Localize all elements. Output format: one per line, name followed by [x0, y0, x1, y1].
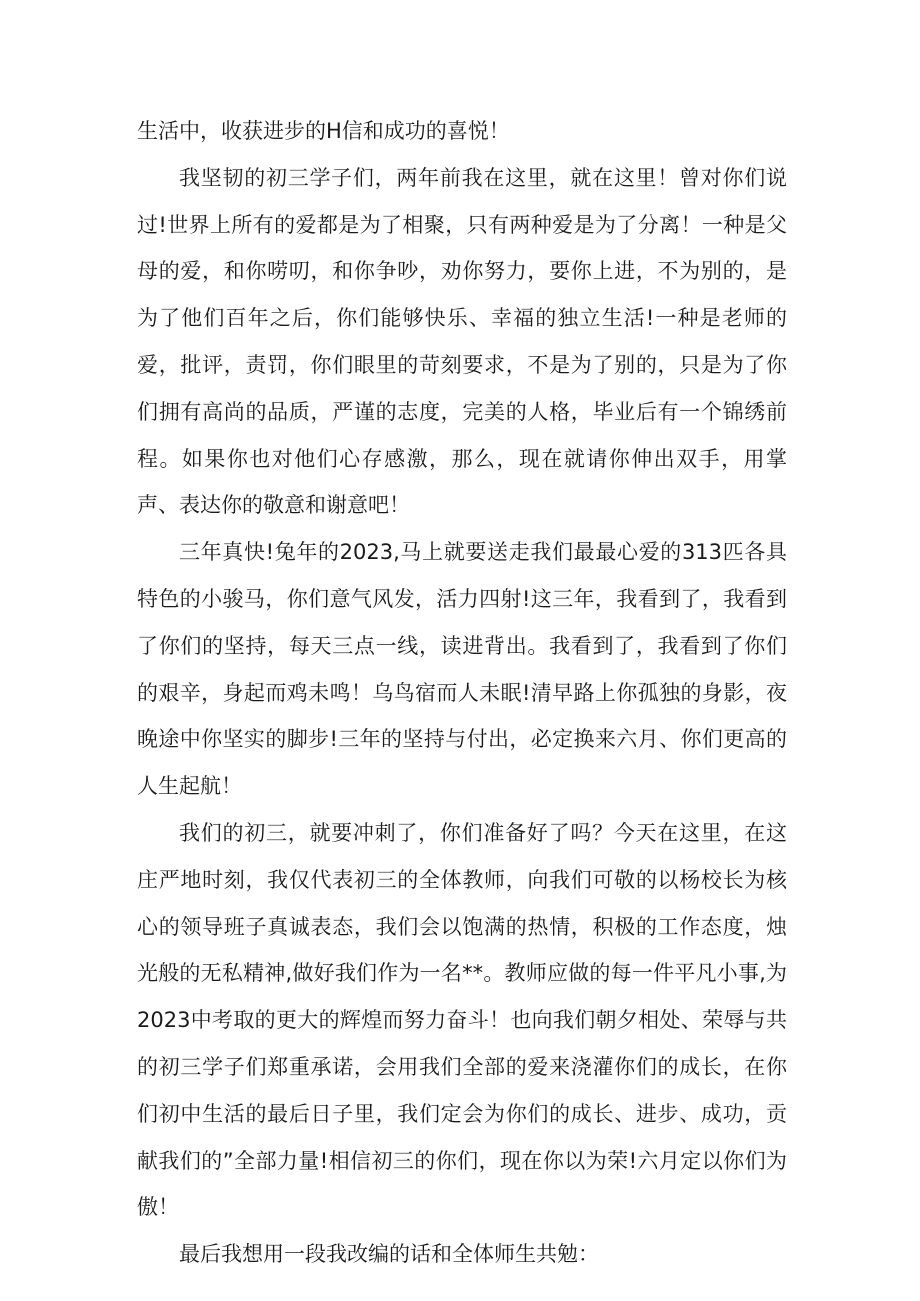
- paragraph-three-years: 三年真快!兔年的2023,马上就要送走我们最最心爱的313匹各具特色的小骏马，你们意气风发，活力四射!这三年，我看到了，我看到了你们的坚持，每天三点一线，读进背出。我看到了，我看到了你们的艰辛，身起而鸡未鸣！乌鸟宿而人未眠!清早路上你孤独的身影，夜晚途中你坚实的脚步!三年的坚持与付出，必定换来六月、你们更高的人生起航！: [137, 540, 787, 799]
- paragraph-teachers-pledge: 我们的初三，就要冲刺了，你们准备好了吗？今天在这里，在这庄严地时刻，我仅代表初三的全体教师，向我们可敬的以杨校长为核心的领导班子真诚表态，我们会以饱满的热情，积极的工作态度，烛光般的无私精神,做好我们作为一名**。教师应做的每一件平凡小事,为2023中考取的更大的辉煌而努力奋斗！也向我们朝夕相处、荣辱与共的初三学子们郑重承诺，会用我们全部的爱来浇灌你们的成长，在你们初中生活的最后日子里，我们定会为你们的成长、进步、成功，贡献我们的”全部力量!相信初三的你们，现在你以为荣!六月定以你们为傲！: [137, 820, 787, 1220]
- paragraph-continued: 生活中，收获进步的H信和成功的喜悦！: [137, 119, 510, 143]
- document-body: [137, 108, 787, 1278]
- paragraph-closing: 最后我想用一段我改编的话和全体师生共勉：: [179, 1242, 599, 1267]
- paragraph-farewell-love: 我坚韧的初三学子们，两年前我在这里，就在这里！曾对你们说过!世界上所有的爱都是为了相聚，只有两种爱是为了分离！一种是父母的爱，和你唠叨，和你争吵，劝你努力，要你上进，不为别的，是为了他们百年之后，你们能够快乐、幸福的独立生活!一种是老师的爱，批评，责罚，你们眼里的苛刻要求，不是为了别的，只是为了你们拥有高尚的品质，严谨的志度，完美的人格，毕业后有一个锦绣前程。如果你也对他们心存感激，那么，现在就请你伸出双手，用掌声、表达你的敬意和谢意吧！: [137, 165, 787, 518]
